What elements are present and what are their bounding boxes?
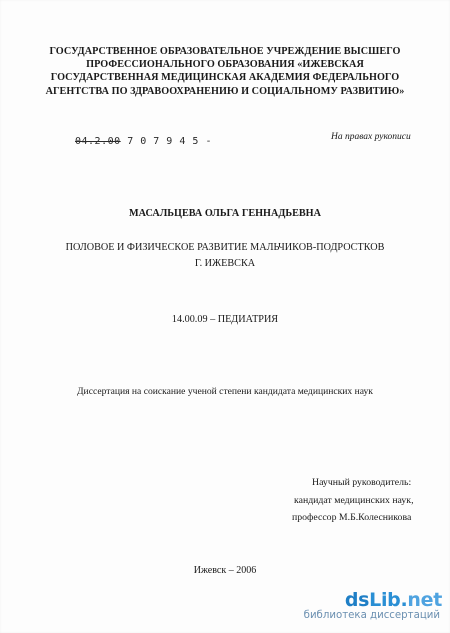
stamp-suffix: - [205, 136, 212, 147]
manuscript-rights-note: На правах рукописи [331, 132, 411, 142]
author-name: МАСАЛЬЦЕВА ОЛЬГА ГЕННАДЬЕВНА [129, 208, 321, 219]
institution-header [0, 45, 450, 98]
supervisor-heading: Научный руководитель: [312, 477, 412, 488]
dslib-watermark[interactable] [270, 589, 442, 627]
logo-dot: . [400, 589, 408, 611]
library-stamp-number [75, 136, 212, 147]
header-line-1: ГОСУДАРСТВЕННОЕ ОБРАЗОВАТЕЛЬНОЕ УЧРЕЖДЕНИЕ ВЫСШЕГО [49, 46, 401, 57]
dslib-logo [345, 589, 442, 611]
title-line-1: ПОЛОВОЕ И ФИЗИЧЕСКОЕ РАЗВИТИЕ МАЛЬЧИКОВ-ПОДРОСТКОВ [65, 242, 385, 253]
logo-ds: ds [344, 589, 370, 611]
header-line-2: ПРОФЕССИОНАЛЬНОГО ОБРАЗОВАНИЯ «ИЖЕВСКАЯ [86, 59, 364, 71]
logo-net: net [407, 589, 442, 611]
watermark-caption: библиотека диссертаций [303, 610, 440, 621]
supervisor-name: профессор М.Б.Колесникова [292, 512, 412, 523]
logo-lib: Lib [369, 589, 401, 611]
title-line-2: Г. ИЖЕВСКА [194, 258, 256, 269]
header-line-3: ГОСУДАРСТВЕННАЯ МЕДИЦИНСКАЯ АКАДЕМИЯ ФЕДЕРАЛЬНОГО [50, 72, 400, 84]
city-year: Ижевск – 2006 [193, 565, 257, 576]
supervisor-degree: кандидат медицинских наук, [294, 494, 414, 506]
specialty-code: 14.00.09 – ПЕДИАТРИЯ [171, 314, 279, 325]
stamp-prefix: 04.2.00 [75, 136, 121, 147]
stamp-number: 7 0 7 9 4 5 [127, 136, 199, 147]
degree-statement: Диссертация на соискание ученой степени кандидата медицинских наук [77, 386, 373, 397]
header-line-4: АГЕНТСТВА ПО ЗДРАВООХРАНЕНИЮ И СОЦИАЛЬНОМУ РАЗВИТИЮ» [45, 85, 405, 97]
supervisor-block [292, 474, 414, 527]
dissertation-title [0, 240, 450, 272]
